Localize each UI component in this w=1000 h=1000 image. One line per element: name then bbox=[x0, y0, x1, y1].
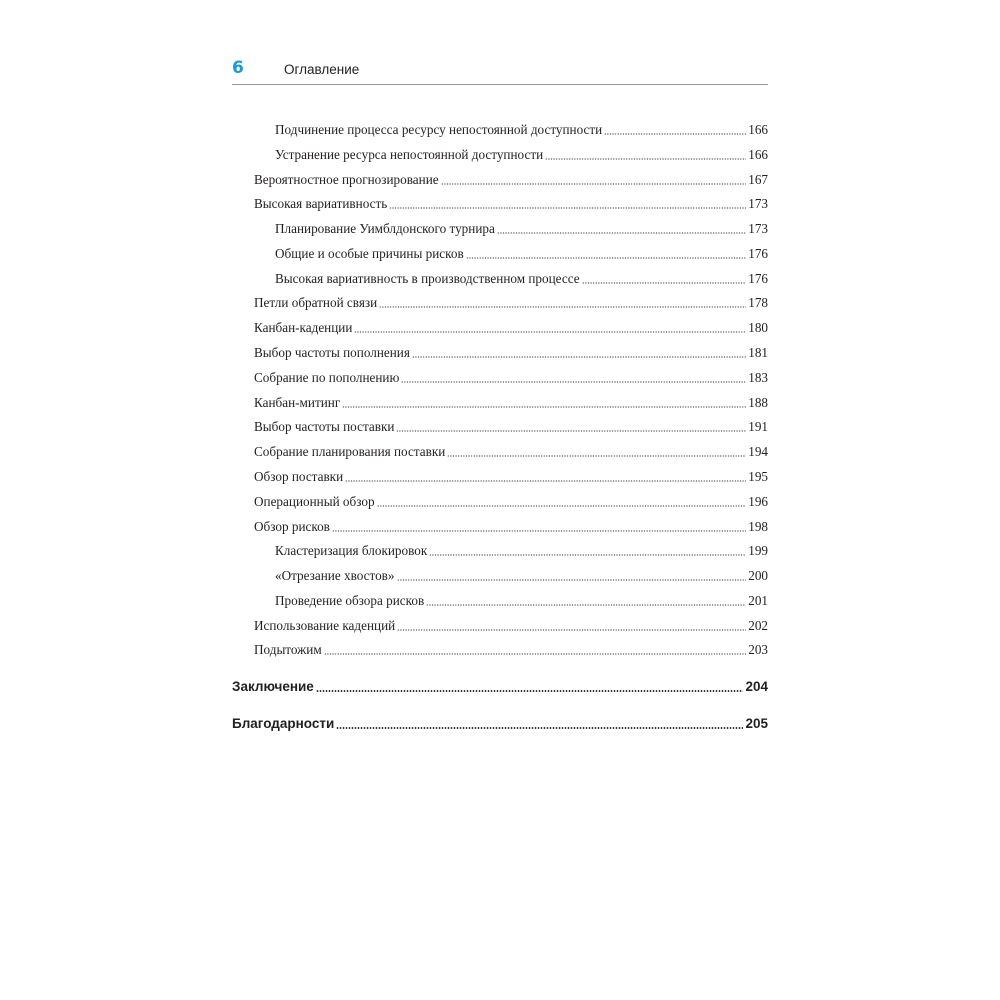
toc-entry-page: 199 bbox=[748, 543, 768, 558]
toc-entry[interactable] bbox=[254, 394, 768, 412]
toc-entry-page: 195 bbox=[748, 469, 768, 484]
toc-entry-title: Собрание по пополнению bbox=[254, 370, 400, 385]
dot-leader bbox=[396, 428, 746, 432]
toc-entry-page: 166 bbox=[748, 147, 768, 162]
toc-entry[interactable] bbox=[254, 617, 768, 635]
dot-leader bbox=[389, 205, 746, 209]
toc-entry[interactable] bbox=[275, 220, 768, 238]
dot-leader bbox=[447, 453, 746, 457]
toc-entry-title: Общие и особые причины рисков bbox=[275, 246, 464, 261]
dot-leader bbox=[345, 478, 746, 482]
toc-entry-page: 191 bbox=[748, 419, 768, 434]
toc-entry-title: Собрание планирования поставки bbox=[254, 444, 446, 459]
dot-leader bbox=[401, 379, 746, 383]
toc-entry[interactable] bbox=[275, 146, 768, 164]
dot-leader bbox=[377, 503, 747, 507]
page-number: 6 bbox=[232, 58, 244, 78]
toc-entry[interactable] bbox=[275, 270, 768, 288]
toc-entry[interactable] bbox=[275, 121, 768, 139]
dot-leader bbox=[354, 329, 746, 333]
toc-entry[interactable] bbox=[275, 567, 768, 585]
toc-entry-title: Вероятностное прогнозирование bbox=[254, 172, 439, 187]
toc-entry-page: 167 bbox=[748, 172, 768, 187]
toc-entry[interactable] bbox=[254, 443, 768, 461]
toc-entry-page: 178 bbox=[748, 295, 768, 310]
toc-entry[interactable] bbox=[254, 195, 768, 213]
toc-entry-title: Обзор рисков bbox=[254, 519, 330, 534]
toc-entry-title: Кластеризация блокировок bbox=[275, 543, 428, 558]
dot-leader bbox=[342, 404, 746, 408]
dot-leader bbox=[429, 552, 746, 556]
toc-entry-title: Подытожим bbox=[254, 642, 322, 657]
dot-leader bbox=[545, 156, 746, 160]
toc-entry-title: Высокая вариативность в производственном процессе bbox=[275, 271, 580, 286]
toc-entry-title: Петли обратной связи bbox=[254, 295, 378, 310]
toc-entry-page: 203 bbox=[748, 642, 768, 657]
toc-entry-page: 194 bbox=[748, 444, 768, 459]
dot-leader bbox=[332, 528, 746, 532]
toc-entry-page: 201 bbox=[748, 593, 768, 608]
toc-entry-page: 181 bbox=[748, 345, 768, 360]
toc-entry-title: «Отрезание хвостов» bbox=[275, 568, 395, 583]
toc-entry-chapter[interactable] bbox=[232, 715, 768, 733]
dot-leader bbox=[441, 181, 747, 185]
toc-entry-title: Высокая вариативность bbox=[254, 196, 388, 211]
toc-entry-page: 188 bbox=[748, 395, 768, 410]
toc-entry[interactable] bbox=[254, 418, 768, 436]
toc-entry-title: Планирование Уимблдонского турнира bbox=[275, 221, 495, 236]
toc-entry[interactable] bbox=[254, 493, 768, 511]
toc-entry-page: 166 bbox=[748, 122, 768, 137]
toc-entry[interactable] bbox=[275, 592, 768, 610]
toc-entry-page: 205 bbox=[745, 716, 768, 731]
toc-entry-page: 176 bbox=[748, 271, 768, 286]
toc-entry-title: Обзор поставки bbox=[254, 469, 344, 484]
toc-entry[interactable] bbox=[254, 319, 768, 337]
dot-leader bbox=[604, 131, 746, 135]
toc-entry-chapter[interactable] bbox=[232, 678, 768, 696]
toc-entry-title: Выбор частоты пополнения bbox=[254, 345, 410, 360]
toc-entry-title: Использование каденций bbox=[254, 618, 396, 633]
dot-leader bbox=[379, 304, 746, 308]
toc-entry-title: Канбан-каденции bbox=[254, 320, 353, 335]
toc-entry-page: 183 bbox=[748, 370, 768, 385]
dot-leader bbox=[582, 280, 747, 284]
toc-entry-page: 180 bbox=[748, 320, 768, 335]
toc-entry-title: Выбор частоты поставки bbox=[254, 419, 395, 434]
toc-entry-title: Операционный обзор bbox=[254, 494, 375, 509]
running-title: Оглавление bbox=[284, 62, 360, 77]
dot-leader bbox=[426, 602, 746, 606]
toc-entry-page: 200 bbox=[748, 568, 768, 583]
toc-entry[interactable] bbox=[254, 369, 768, 387]
dot-leader bbox=[397, 577, 747, 581]
toc-entry[interactable] bbox=[254, 468, 768, 486]
toc-entry[interactable] bbox=[275, 542, 768, 560]
dot-leader bbox=[397, 627, 746, 631]
toc-entry-page: 202 bbox=[748, 618, 768, 633]
toc-entry-title: Заключение bbox=[232, 679, 314, 694]
toc-entry-page: 204 bbox=[745, 679, 768, 694]
toc-entry-page: 196 bbox=[748, 494, 768, 509]
toc-entry[interactable] bbox=[254, 518, 768, 536]
toc-entry-page: 198 bbox=[748, 519, 768, 534]
toc-entry-page: 173 bbox=[748, 221, 768, 236]
toc-entry[interactable] bbox=[275, 245, 768, 263]
dot-leader bbox=[316, 688, 744, 692]
toc-entry[interactable] bbox=[254, 641, 768, 659]
toc-entry-title: Канбан-митинг bbox=[254, 395, 341, 410]
toc-entry[interactable] bbox=[254, 171, 768, 189]
dot-leader bbox=[497, 230, 746, 234]
dot-leader bbox=[412, 354, 746, 358]
dot-leader bbox=[324, 651, 747, 655]
toc-entry-title: Подчинение процесса ресурсу непостоянной доступности bbox=[275, 122, 603, 137]
toc-entry-title: Благодарности bbox=[232, 716, 335, 731]
toc-entry-title: Проведение обзора рисков bbox=[275, 593, 425, 608]
dot-leader bbox=[466, 255, 747, 259]
dot-leader bbox=[336, 725, 743, 729]
toc-entry[interactable] bbox=[254, 344, 768, 362]
toc-entry-title: Устранение ресурса непостоянной доступности bbox=[275, 147, 544, 162]
toc-entry[interactable] bbox=[254, 294, 768, 312]
toc-entry-page: 176 bbox=[748, 246, 768, 261]
toc-entry-page: 173 bbox=[748, 196, 768, 211]
